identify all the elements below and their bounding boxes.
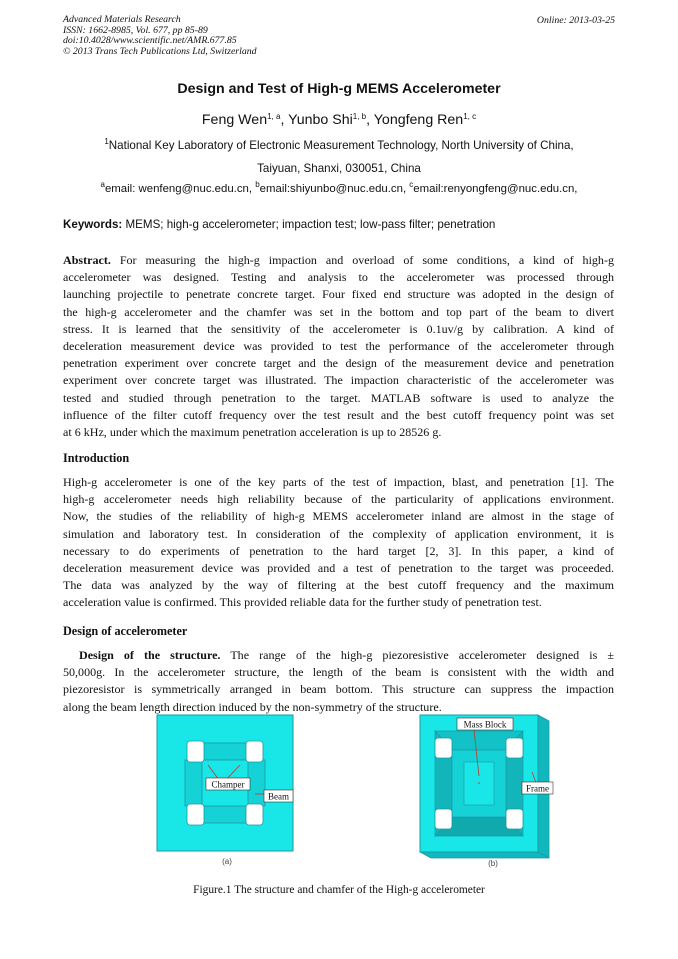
copyright-line: © 2013 Trans Tech Publications Ltd, Switzerland — [63, 46, 257, 58]
keywords-label: Keywords: — [63, 218, 123, 231]
panel-b-label: (b) — [488, 859, 498, 868]
email-link[interactable]: email:renyongfeng@nuc.edu.cn, — [413, 183, 578, 195]
author-sup: 1, b — [352, 112, 367, 121]
author-name: Yunbo Shi — [288, 112, 353, 128]
intro-line: Now, the studies of the reliability of high-g MEMS accelerometer inland are almost in the stage of — [63, 509, 614, 524]
intro-line: deceleration measurement device was provided and a test of penetration to the target was proceeded. — [63, 561, 614, 576]
design-line: along the beam length direction induced by the non-symmetry of the structure. — [63, 699, 442, 714]
intro-line: high-g accelerometer needs high reliability because of the particularity of applications environment. — [63, 492, 614, 507]
structure-figure — [150, 712, 560, 872]
design-line: 50,000g. In the accelerometer structure, the length of the beam is consistent with the width and — [63, 665, 614, 680]
email-line: $^a$email: wenfeng@nuc.edu.cn, $^b$email:shiyunbo@nuc.edu.cn, $^c$email:renyongfeng@nuc.edu.cn, — [100, 180, 578, 195]
email-link[interactable]: email: wenfeng@nuc.edu.cn, — [104, 183, 253, 195]
paper-title: Design and Test of High-g MEMS Accelerometer — [177, 81, 501, 97]
abstract-line: the high-g accelerometer and the chamfer was set in the bottom and top part of the beam to divert — [63, 304, 614, 319]
section-heading-design: Design of accelerometer — [63, 624, 188, 638]
corner-hole-a — [187, 741, 204, 762]
affiliation-line-2: Taiyuan, Shanxi, 030051, China — [257, 162, 421, 175]
design-line: Design of the structure. The range of the high-g piezoresistive accelerometer designed is ± — [79, 648, 615, 662]
keywords — [63, 218, 495, 231]
corner-hole-b — [506, 738, 523, 758]
abstract-label: Abstract. — [63, 253, 111, 267]
panel-a-label: (a) — [222, 857, 232, 866]
author-name: Feng Wen — [201, 112, 268, 128]
author-name: Yongfeng Ren — [373, 112, 464, 128]
author-sup: 1, c — [463, 112, 477, 121]
author-sup: 1, a — [267, 112, 281, 121]
intro-line: simulation and laboratory test. In consideration of the complexity of application environment, it is — [63, 526, 614, 541]
corner-hole-a — [246, 741, 263, 762]
abstract-line: accelerometer was designed. Testing and analysis to the accelerometer was processed through — [63, 270, 614, 285]
abstract-line: Abstract. For measuring the high-g impaction and overload of some conditions, a kind of high-g — [63, 253, 614, 267]
corner-hole-a — [246, 804, 263, 825]
figure-caption: Figure.1 The structure and chamfer of the High-g accelerometer — [193, 884, 485, 896]
abstract-line: experiment over concrete target was illustrated. The impaction characteristic of the accelerometer was — [63, 373, 614, 388]
abstract-line: deceleration measurement device was provided to test the performance of the accelerometer through — [63, 339, 614, 354]
issn-line: ISSN: 1662-8985, Vol. 677, pp 85-89 — [63, 24, 208, 36]
design-subheading: Design of the structure. — [79, 648, 221, 662]
journal-header — [63, 15, 257, 58]
intro-line: High-g accelerometer is one of the key parts of the test of impaction, blast, and penetration [1]. The — [63, 475, 614, 489]
keywords-text: MEMS; high-g accelerometer; impaction test; low-pass filter; penetration — [125, 218, 496, 231]
abstract-line: influence of the filter cutoff frequency over the test result and the best cutoff frequency point was set — [63, 407, 614, 422]
author-list: Feng Wen$^{1, a}$, Yunbo Shi$^{1, b}$, Yongfeng Ren$^{1, c}$ — [201, 112, 477, 128]
online-date: Online: 2013-03-25 — [536, 15, 615, 26]
frame-label: Frame — [526, 783, 549, 794]
email-link[interactable]: email:shiyunbo@nuc.edu.cn, — [259, 183, 407, 195]
panel-b-structure — [420, 715, 553, 868]
section-heading-introduction: Introduction — [63, 451, 130, 465]
introduction-body — [63, 474, 614, 612]
intro-line: The data was analyzed by the way of filtering at the best cutoff frequency and the maximum — [63, 578, 614, 593]
abstract-line: stress. It is learned that the sensitivity of the accelerometer is 0.1uv/g by calibration. A kind of — [63, 321, 614, 336]
abstract-line: tested and studied through penetration to the target. MATLAB software is used to analyze the — [63, 390, 614, 405]
design-line: piezoresistor is symmetrically arranged in beam bottom. This structure can suppress the impaction — [63, 682, 614, 697]
center-mark — [478, 782, 480, 784]
intro-line: necessary to do experiments of penetration to the hard target [2, 3]. In this paper, a kind of — [63, 543, 614, 558]
journal-name: Advanced Materials Research — [63, 14, 181, 25]
beam-label: Beam — [268, 791, 289, 802]
corner-hole-a — [187, 804, 204, 825]
corner-hole-b — [506, 809, 523, 829]
corner-hole-b — [435, 809, 452, 829]
mass-block-label: Mass Block — [463, 719, 507, 730]
champer-label: Champer — [211, 779, 245, 790]
abstract-line: launching projectile to penetrate concrete target. Four fixed end structure was adopted in the design of — [63, 287, 614, 302]
abstract-line: penetration experiment over concrete target and the design of the measurement device and penetration — [63, 356, 614, 371]
frame-bottom-b — [420, 852, 549, 858]
abstract-line: at 6 kHz, under which the maximum penetration acceleration is up to 28526 g. — [63, 425, 442, 440]
abstract — [63, 252, 614, 441]
design-body — [63, 647, 614, 716]
panel-a-structure — [157, 715, 293, 866]
corner-hole-b — [435, 738, 452, 758]
affiliation-line-1: $^1$National Key Laboratory of Electronic Measurement Technology, North University of China, — [104, 137, 574, 152]
intro-line: acceleration value is confirmed. This provided reliable data for the further study of penetration test. — [63, 595, 542, 610]
doi-line: doi:10.4028/www.scientific.net/AMR.677.85 — [63, 35, 237, 47]
